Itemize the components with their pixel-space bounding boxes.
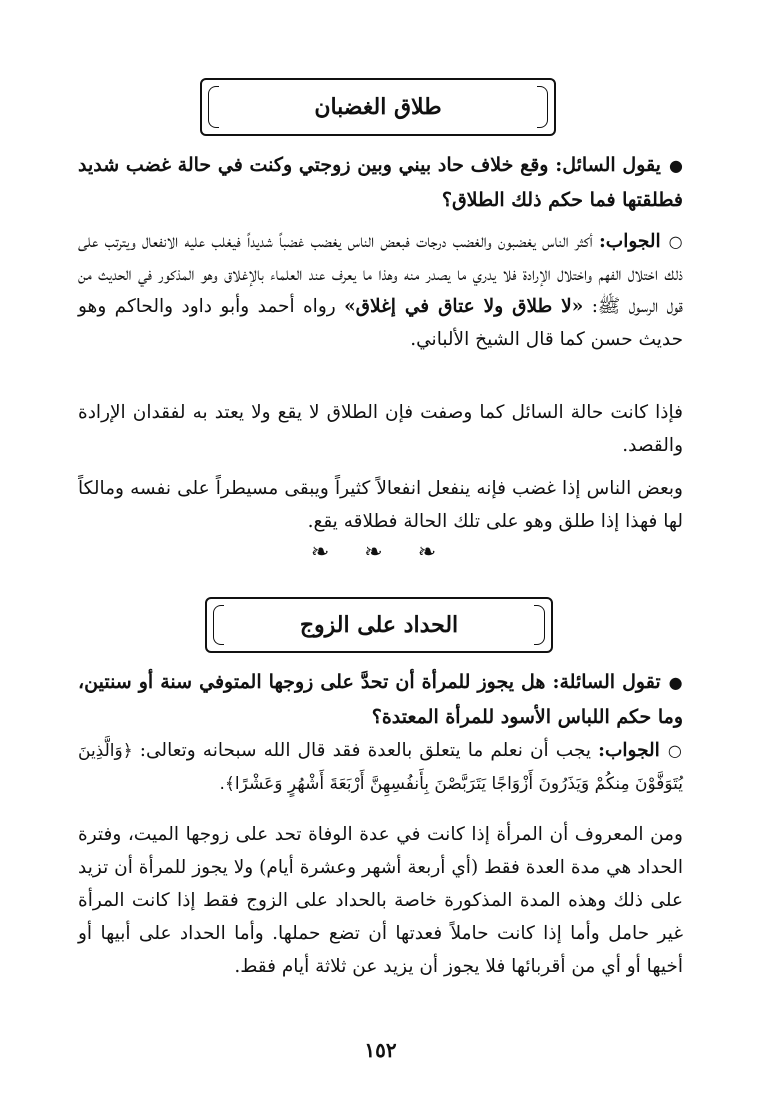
answer-divorce: [78, 226, 683, 356]
hollow-bullet-icon: ○: [668, 232, 683, 251]
question-text: يقول السائل: وقع خلاف حاد بيني وبين زوجتي وكنت في حالة غضب شديد فطلقتها فما حكم ذلك الطلاق؟: [78, 154, 683, 211]
hadith-quote: «لا طلاق ولا عتاق في إغلاق»: [344, 296, 584, 317]
answer-text-continued: رواه أحمد وأبو داود والحاكم وهو حديث حسن كما قال الشيخ الألباني.: [78, 296, 683, 350]
answer-label: الجواب:: [598, 231, 661, 252]
quran-verse: ﴿وَالَّذِينَ يُتَوَفَّوْنَ مِنكُمْ وَيَذَرُونَ أَزْوَاجًا يَتَرَبَّصْنَ بِأَنفُسِهِنَّ أَرْبَعَةَ أَشْهُرٍ وَعَشْرًا﴾.: [78, 741, 683, 794]
question-mourning: [78, 665, 683, 734]
section-title-box-divorce: [200, 78, 556, 136]
answer-text: يجب أن نعلم ما يتعلق بالعدة فقد قال الله سبحانه وتعالى:: [139, 740, 592, 761]
section-title-divorce: طلاق الغضبان: [314, 94, 442, 120]
paragraph: ومن المعروف أن المرأة إذا كانت في عدة الوفاة تحد على زوجها الميت، وفترة الحداد هي مدة العدة فقط (أي أربعة أشهر وعشرة أيام) ولا يجوز للمرأة أن تزيد على ذلك وهذه المدة المذكورة خاصة بالحداد على الزوج فقط إذا كانت المرأة غير حامل وأما إذا كانت حاملاً فعدتها أن تضع حملها. وأما الحداد على أبيها أو أخيها أو أي من أقربائها فلا يجوز أن يزيد عن ثلاثة أيام فقط.: [78, 824, 683, 977]
question-divorce: [78, 148, 683, 217]
question-text: تقول السائلة: هل يجوز للمرأة أن تحدَّ على زوجها المتوفي سنة أو سنتين، وما حكم اللباس الأسود للمرأة المعتدة؟: [78, 671, 683, 728]
answer-label: الجواب:: [598, 740, 660, 761]
page-number: ١٥٢: [364, 1038, 397, 1062]
filled-bullet-icon: ●: [668, 673, 684, 692]
paragraph: وبعض الناس إذا غضب فإنه ينفعل انفعالاً كثيراً ويبقى مسيطراً على نفسه ومالكاً لها فهذا إذا طلق وهو على تلك الحالة فطلاقه يقع.: [78, 478, 683, 532]
section-title-mourning: الحداد على الزوج: [299, 612, 459, 638]
ornament-separator-icon: ❧ ❧ ❧: [310, 540, 451, 565]
answer-mourning: [78, 735, 683, 800]
filled-bullet-icon: ●: [668, 156, 683, 175]
answer-text: أكثر الناس يغضبون والغضب درجات فبعض الناس يغضب غضباً شديداً فيغلب عليه الانفعال ويترتب على ذلك اختلال الفهم واختلال الإرادة فلا يدري ما يصدر منه وهذا ما يعرف عند العلماء بالإغلاق وهو المذكور في الحديث من قول الرسول ﷺ:: [78, 231, 683, 317]
section-title-box-mourning: [205, 597, 553, 653]
hollow-bullet-icon: ○: [667, 741, 684, 760]
paragraph: فإذا كانت حالة السائل كما وصفت فإن الطلاق لا يقع ولا يعتد به لفقدان الإرادة والقصد.: [78, 402, 683, 456]
